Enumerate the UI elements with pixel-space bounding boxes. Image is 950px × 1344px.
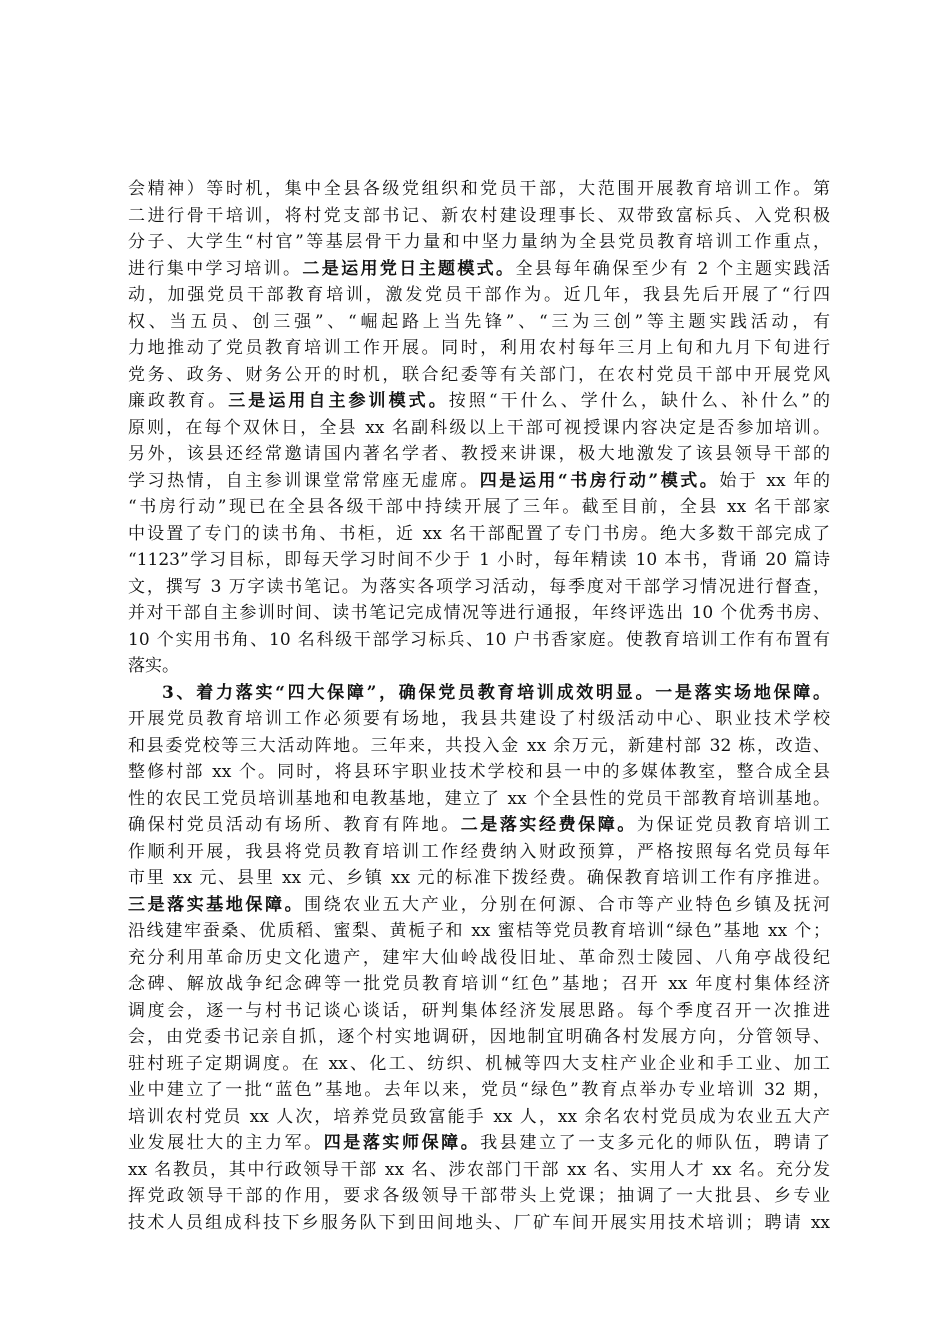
text-line [128, 653, 830, 680]
body-text-segment: 技术人员组成科技下乡服务队下到田间地头、厂矿车间开展实用技术培训；聘请 xx [128, 1212, 830, 1233]
body-text-segment: 培训农村党员 xx 人次，培养党员致富能手 xx 人，xx 余名农村党员成为农业五大产 [128, 1106, 830, 1127]
body-text-segment: “书房行动”现已在全县各级干部中持续开展了三年。截至目前，全县 xx 名干部家 [128, 497, 830, 517]
text-line [128, 918, 830, 945]
body-text-segment: 力地推动了党员教育培训工作开展。同时，利用农村每年三月上旬和九月下旬进行 [128, 338, 830, 358]
body-text-segment: 分子、大学生“村官”等基层骨干力量和中坚力量纳为全县党员教育培训工作重点， [128, 232, 830, 252]
body-text-segment: 市里 xx 元、县里 xx 元、乡镇 xx 元的标准下拨经费。确保教育培训工作有序推进。 [128, 868, 830, 888]
body-text-segment: 按照“干什么、学什么，缺什么、补什么”的 [448, 391, 831, 411]
bold-heading-text: 二是落实经费保障。 [460, 815, 637, 835]
text-line [128, 547, 830, 574]
text-line [128, 229, 830, 256]
body-text-segment: 文，撰写 3 万字读书笔记。为落实各项学习活动，每季度对干部学习情况进行督查， [128, 576, 830, 597]
body-text-segment: 作顺利开展，我县将党员教育培训工作经费纳入财政预算，严格按照每名党员每年 [128, 841, 830, 862]
body-text-segment: 开展党员教育培训工作必须要有场地，我县共建设了村级活动中心、职业技术学校 [128, 709, 830, 729]
text-line [128, 892, 830, 919]
body-text-segment: 并对干部自主参训时间、读书笔记完成情况等进行通报，年终评选出 10 个优秀书房、 [128, 603, 830, 623]
text-line [128, 521, 830, 548]
body-text-segment: 挥党政领导干部的作用，要求各级领导干部带头上党课；抽调了一大批县、乡专业 [128, 1186, 830, 1206]
body-text-segment: 性的农民工党员培训基地和电教基地，建立了 xx 个全县性的党员干部教育培训基地。 [128, 788, 830, 809]
body-text-segment: 10 个实用书角、10 名科级干部学习标兵、10 户书香家庭。使教育培训工作有布置有 [128, 629, 830, 650]
body-text-segment: “1123”学习目标，即每天学习时间不少于 1 小时，每年精读 10 本书，背诵 20 篇诗 [128, 550, 830, 570]
text-line [128, 1104, 830, 1131]
text-line [128, 839, 830, 866]
text-line [128, 971, 830, 998]
text-line [128, 309, 830, 336]
body-text-segment: 原则，在每个双休日，全县 xx 名副科级以上干部可视授课内容决定是否参加培训。 [128, 417, 830, 438]
body-text-segment: 落实。 [128, 656, 179, 676]
body-text-segment: 充分利用革命历史文化遗产，建牢大仙岭战役旧址、革命烈士陵园、八角亭战役纪 [128, 947, 830, 968]
text-line [128, 494, 830, 521]
text-line [128, 441, 830, 468]
text-line [128, 468, 830, 495]
body-text-segment: 另外，该县还经常邀请国内著名学者、教授来讲课，极大地激发了该县领导干部的 [128, 444, 830, 464]
text-line [128, 335, 830, 362]
body-text-segment: 和县委党校等三大活动阵地。三年来，共投入金 xx 余万元，新建村部 32 栋，改造、 [128, 735, 830, 756]
body-text-segment: 动，加强党员干部教育培训，激发党员干部作为。近几年，我县先后开展了“行四 [128, 285, 830, 305]
text-line [128, 998, 830, 1025]
body-text-segment: 权、当五员、创三强”、“崛起路上当先锋”、“三为三创”等主题实践活动，有 [128, 311, 831, 332]
bold-heading-text: 四是运用“书房行动”模式。 [479, 470, 720, 491]
text-line [128, 680, 830, 707]
body-text-segment: 沿线建牢蚕桑、优质稻、蜜梨、黄栀子和 xx 蜜桔等党员教育培训“绿色”基地 xx 个； [128, 921, 830, 941]
body-text-segment: 业发展壮大的主力军。 [128, 1133, 324, 1153]
text-line [128, 1130, 830, 1157]
body-text-segment: 进行集中学习培训。 [128, 258, 303, 279]
body-text-segment: 业中建立了一批“蓝色”基地。去年以来，党员“绿色”教育点举办专业培训 32 期， [128, 1080, 830, 1100]
body-text-segment: 调度会，逐一与村书记谈心谈话，研判集体经济发展思路。每个季度召开一次推进 [128, 1000, 830, 1021]
body-text-segment: 会精神）等时机，集中全县各级党组织和党员干部，大范围开展教育培训工作。第 [128, 179, 830, 199]
text-line [128, 1077, 830, 1104]
text-line [128, 945, 830, 972]
text-line [128, 865, 830, 892]
body-text-segment: 念碑、解放战争纪念碑等一批党员教育培训“红色”基地；召开 xx 年度村集体经济 [128, 974, 830, 994]
body-text-segment: 全县每年确保至少有 2 个主题实践活 [515, 258, 831, 279]
text-line [128, 706, 830, 733]
text-line [128, 1210, 830, 1237]
text-line [128, 362, 830, 389]
text-line [128, 203, 830, 230]
bold-heading-text: 3、着力落实“四大保障”，确保党员教育培训成效明显。一是落实场地保障。 [162, 682, 830, 703]
body-text-segment: 始于 xx 年的 [719, 470, 831, 491]
body-text-segment: 中设置了专门的读书角、书柜，近 xx 名干部配置了专门书房。绝大多数干部完成了 [128, 523, 830, 544]
text-line [128, 256, 830, 283]
body-text-segment: 确保村党员活动有场所、教育有阵地。 [128, 815, 461, 835]
bold-heading-text: 三是落实基地保障。 [128, 894, 305, 915]
text-line [128, 176, 830, 203]
body-text [128, 176, 830, 1236]
text-line [128, 759, 830, 786]
text-line [128, 388, 830, 415]
body-text-segment: 会，由党委书记亲自抓，逐个村实地调研，因地制宜明确各村发展方向，分管领导、 [128, 1027, 830, 1047]
body-text-segment: 学习热情，自主参训课堂常常座无虚席。 [128, 470, 480, 491]
text-line [128, 627, 830, 654]
body-text-segment: 围绕农业五大产业，分别在何源、合市等产业特色乡镇及抚河 [304, 894, 831, 915]
text-line [128, 1024, 830, 1051]
text-line [128, 282, 830, 309]
body-text-segment: 整修村部 xx 个。同时，将县环宇职业技术学校和县一中的多媒体教室，整合成全县 [128, 762, 830, 782]
bold-heading-text: 三是运用自主参训模式。 [228, 391, 449, 411]
text-line [128, 786, 830, 813]
body-text-segment: 驻村班子定期调度。在 xx、化工、纺织、机械等四大支柱产业企业和手工业、加工 [128, 1053, 830, 1074]
text-line [128, 574, 830, 601]
text-line [128, 600, 830, 627]
text-line [128, 415, 830, 442]
body-text-segment: 二进行骨干培训，将村党支部书记、新农村建设理事长、双带致富标兵、入党积极 [128, 205, 830, 226]
text-line [128, 1157, 830, 1184]
body-text-segment: 廉政教育。 [128, 391, 229, 411]
text-line [128, 733, 830, 760]
text-line [128, 812, 830, 839]
bold-heading-text: 二是运用党日主题模式。 [302, 258, 516, 279]
body-text-segment: xx 名教员，其中行政领导干部 xx 名、涉农部门干部 xx 名、实用人才 xx 名。充分发 [128, 1159, 830, 1180]
body-text-segment: 我县建立了一支多元化的师队伍，聘请了 [480, 1133, 831, 1153]
body-text-segment: 党务、政务、财务公开的时机，联合纪委等有关部门，在农村党员干部中开展党风 [128, 364, 830, 385]
bold-heading-text: 四是落实师保障。 [323, 1133, 481, 1153]
text-line [128, 1051, 830, 1078]
body-text-segment: 为保证党员教育培训工 [636, 815, 831, 835]
text-line [128, 1183, 830, 1210]
